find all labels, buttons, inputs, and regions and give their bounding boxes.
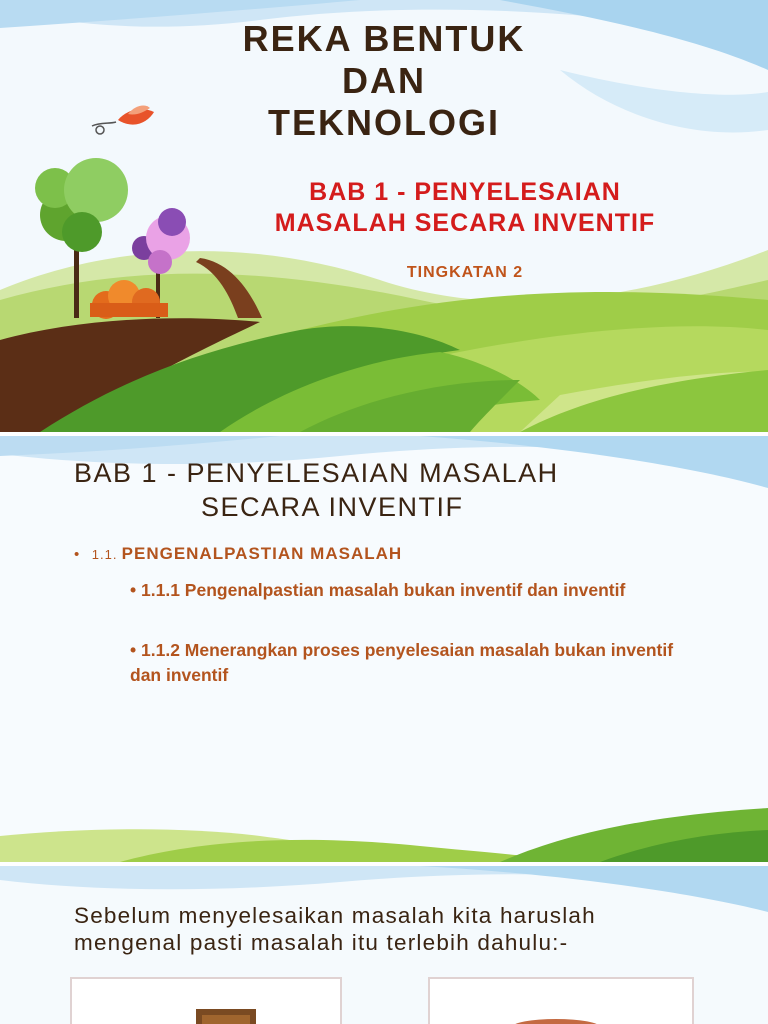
section-title-line-2: SECARA INVENTIF	[201, 492, 464, 522]
sub-bullet-marker: •	[130, 580, 137, 600]
bullet-number: 1.1.	[91, 547, 118, 562]
section-title	[74, 456, 559, 524]
section-title-line-1: BAB 1 - PENYELESAIAN MASALAH	[74, 458, 559, 488]
slide-title	[0, 0, 768, 432]
sub-list-item	[130, 578, 700, 603]
stool-image	[430, 979, 692, 1024]
bullet-marker: •	[74, 546, 80, 563]
slide-problem-intro	[0, 866, 768, 1024]
sub-list-item	[130, 638, 700, 688]
sub-bullet-text: 1.1.2 Menerangkan proses penyelesaian masalah bukan inventif dan inventif	[130, 640, 674, 685]
intro-text-line-2: mengenal pasti masalah itu terlebih dahulu:-	[74, 930, 569, 955]
image-frame-chair	[70, 977, 342, 1024]
title-line-1: REKA BENTUK	[242, 18, 526, 59]
title-line-2: DAN	[342, 60, 426, 101]
sub-bullet-marker: •	[130, 640, 137, 660]
list-item	[74, 544, 402, 564]
slide-contents	[0, 436, 768, 862]
image-frame-stool	[428, 977, 694, 1024]
intro-text	[74, 902, 596, 956]
intro-text-line-1: Sebelum menyelesaikan masalah kita haruslah	[74, 903, 596, 928]
title-line-3: TEKNOLOGI	[268, 102, 500, 143]
level-label: TINGKATAN 2	[406, 264, 524, 281]
chair-image	[72, 979, 340, 1024]
subtitle-line-2: MASALAH SECARA INVENTIF	[274, 209, 656, 237]
bullet-text: PENGENALPASTIAN MASALAH	[121, 544, 403, 563]
sub-bullet-text: 1.1.1 Pengenalpastian masalah bukan inventif dan inventif	[141, 580, 626, 600]
subtitle-line-1: BAB 1 - PENYELESAIAN	[309, 178, 621, 206]
